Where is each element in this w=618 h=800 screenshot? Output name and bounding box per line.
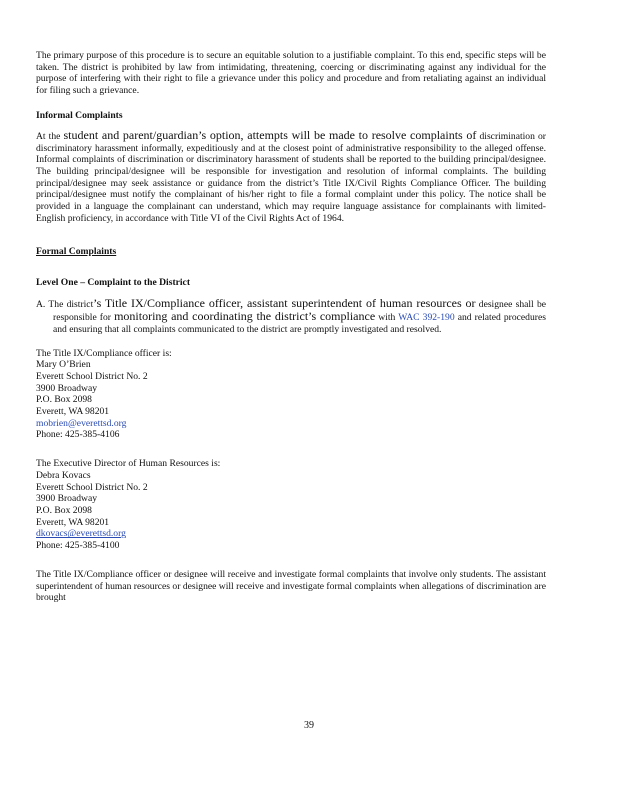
contact1-po: P.O. Box 2098 (36, 394, 92, 406)
contact2-phone: Phone: 425-385-4100 (36, 540, 120, 552)
informal-complaints-heading (36, 110, 546, 121)
formal-complaints-heading (36, 246, 546, 257)
contact2-street: 3900 Broadway (36, 493, 98, 505)
item-a-marker: A. (36, 299, 46, 311)
contact2-org: Everett School District No. 2 (36, 481, 148, 493)
contact1-email-link[interactable]: mobrien@everettsd.org (36, 417, 127, 429)
contact1-name: Mary O’Brien (36, 359, 91, 371)
informal-lead-small: At the (36, 130, 61, 142)
contact1-label: The Title IX/Compliance officer is: (36, 347, 172, 359)
contact1-org: Everett School District No. 2 (36, 370, 148, 382)
level-one-text: Level One – Complaint to the District (36, 277, 191, 289)
informal-lead-big: student and parent/guardian’s option, attempts will be made to resolve complaints of (63, 127, 477, 142)
item-a-small-4: and related procedures and ensuring that all complaints communicated to the district are promptly investigated and resolved. (53, 312, 546, 335)
item-a-small-2: designee shall be responsible for (53, 299, 547, 324)
contact1-phone: Phone: 425-385-4106 (36, 429, 120, 441)
informal-paragraph (36, 127, 546, 225)
contact1-city: Everett, WA 98201 (36, 406, 110, 418)
informal-body: discrimination or discriminatory harassment informally, expeditiously and at the closest point of administrative responsibility to the alleged offense. Informal complaints of discrimination or discriminatory harassment of students shall be reported to the building principal/designee. The building principal/designee will be responsible for investigation and resolution of informal complaints. The building principal/designee may seek assistance or guidance from the district’s Title IX/Civil Rights Compliance Officer. The building principal/designee must notify the complainant of his/her right to file a formal complaint under this policy. The notice shall be provided in a language the complainant can understand, which may require language assistance for complainants with limited-English proficiency, in accordance with Title VI of the Civil Rights Act of 1964. (36, 130, 546, 224)
contact2-email-link[interactable]: dkovacs@everettsd.org (36, 528, 126, 540)
contact1-street: 3900 Broadway (36, 382, 98, 394)
contact2-po: P.O. Box 2098 (36, 504, 92, 516)
item-a-big-2: monitoring and coordinating the district’s compliance (114, 309, 376, 324)
page-number: 39 (304, 720, 314, 731)
level-one-heading (36, 277, 546, 288)
wac-link[interactable]: WAC 392-190 (398, 312, 455, 324)
contact2-name: Debra Kovacs (36, 469, 91, 481)
item-a-paragraph (36, 298, 546, 335)
informal-heading-text: Informal Complaints (36, 109, 123, 121)
contact2-city: Everett, WA 98201 (36, 516, 110, 528)
contact-block-2 (36, 458, 546, 552)
closing-paragraph: The Title IX/Compliance officer or designee will receive and investigate formal complaints that involve only students. The assistant superintendent of human resources or designee will receive and investigate formal complaints when allegations of discrimination are brought (36, 568, 546, 604)
intro-paragraph: The primary purpose of this procedure is to secure an equitable solution to a justifiable complaint. To this end, specific steps will be taken. The district is prohibited by law from intimidating, threatening, coercing or discriminating against any individual for the purpose of interfering with their right to file a grievance under this policy and procedure and from retaliating against an individual for filing such a grievance. (36, 50, 546, 97)
item-a-big-1: ’s Title IX/Compliance officer, assistant superintendent of human resources or (93, 296, 476, 311)
formal-heading-text: Formal Complaints (36, 246, 117, 258)
contact-block-1 (36, 348, 546, 442)
item-a-small-1: The district (48, 299, 94, 311)
contact2-label: The Executive Director of Human Resources is: (36, 458, 221, 470)
document-page (36, 50, 546, 604)
item-a-small-3: with (378, 312, 396, 324)
